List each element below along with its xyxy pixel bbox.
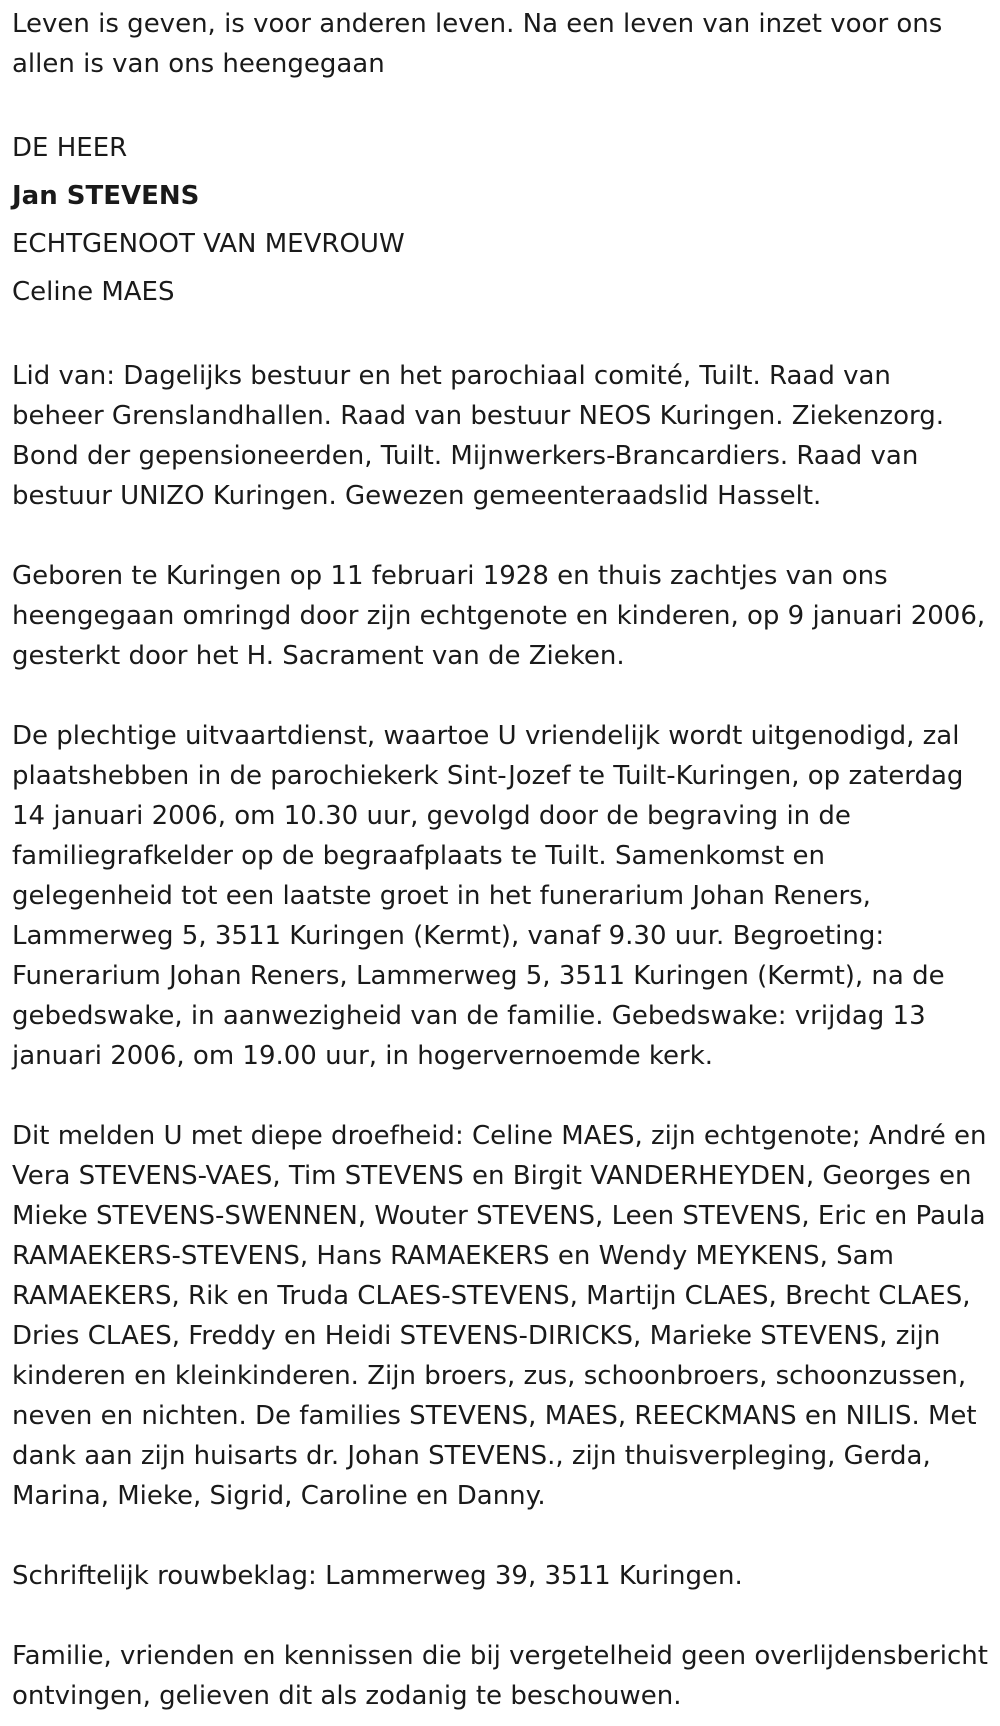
- announcers-paragraph: Dit melden U met diepe droefheid: Celine MAES, zijn echtgenote; André en Vera STEVENS-VAES, Tim STEVENS en Birgit VANDERHEYDEN, Georges en Mieke STEVENS-SWENNEN, Wouter STEVENS, Leen STEVENS, Eric en Paula RAMAEKERS-STEVENS, Hans RAMAEKERS en Wendy MEYKENS, Sam RAMAEKERS, Rik en Truda CLAES-STEVENS, Martijn CLAES, Brecht CLAES, Dries CLAES, Freddy en Heidi STEVENS-DIRICKS, Marieke STEVENS, zijn kinderen en kleinkinderen. Zijn broers, zus, schoonbroers, schoonzussen, neven en nichten. De families STEVENS, MAES, REECKMANS en NILIS. Met dank aan zijn huisarts dr. Johan STEVENS., zijn thuisverpleging, Gerda, Marina, Mieke, Sigrid, Caroline en Danny.: [12, 1121, 987, 1511]
- spouse-label: ECHTGENOOT VAN MEVROUW: [12, 229, 405, 259]
- deceased-name: Jan STEVENS: [12, 181, 200, 211]
- intro-text: Leven is geven, is voor anderen leven. Na een leven van inzet voor ons allen is van ons heengegaan: [12, 9, 943, 79]
- spouse-name: Celine MAES: [12, 277, 175, 307]
- honorific: DE HEER: [12, 133, 128, 163]
- closing-paragraph: Familie, vrienden en kennissen die bij vergetelheid geen overlijdensbericht ontvingen, gelieven dit als zodanig te beschouwen.: [12, 1641, 988, 1711]
- memberships-paragraph: Lid van: Dagelijks bestuur en het parochiaal comité, Tuilt. Raad van beheer Grenslandhallen. Raad van bestuur NEOS Kuringen. Ziekenzorg. Bond der gepensioneerden, Tuilt. Mijnwerkers-Brancardiers. Raad van bestuur UNIZO Kuringen. Gewezen gemeenteraadslid Hasselt.: [12, 361, 944, 511]
- deceased-heading: [12, 124, 988, 316]
- birth-death-paragraph: Geboren te Kuringen op 11 februari 1928 en thuis zachtjes van ons heengegaan omringd door zijn echtgenote en kinderen, op 9 januari 2006, gesterkt door het H. Sacrament van de Zieken.: [12, 561, 986, 671]
- funeral-paragraph: De plechtige uitvaartdienst, waartoe U vriendelijk wordt uitgenodigd, zal plaatshebben in de parochiekerk Sint-Jozef te Tuilt-Kuringen, op zaterdag 14 januari 2006, om 10.30 uur, gevolgd door de begraving in de familiegrafkelder op de begraafplaats te Tuilt. Samenkomst en gelegenheid tot een laatste groet in het funerarium Johan Reners, Lammerweg 5, 3511 Kuringen (Kermt), vanaf 9.30 uur. Begroeting: Funerarium Johan Reners, Lammerweg 5, 3511 Kuringen (Kermt), na de gebedswake, in aanwezigheid van de familie. Gebedswake: vrijdag 13 januari 2006, om 19.00 uur, in hogervernoemde kerk.: [12, 721, 964, 1071]
- condolence-address: Schriftelijk rouwbeklag: Lammerweg 39, 3511 Kuringen.: [12, 1561, 743, 1591]
